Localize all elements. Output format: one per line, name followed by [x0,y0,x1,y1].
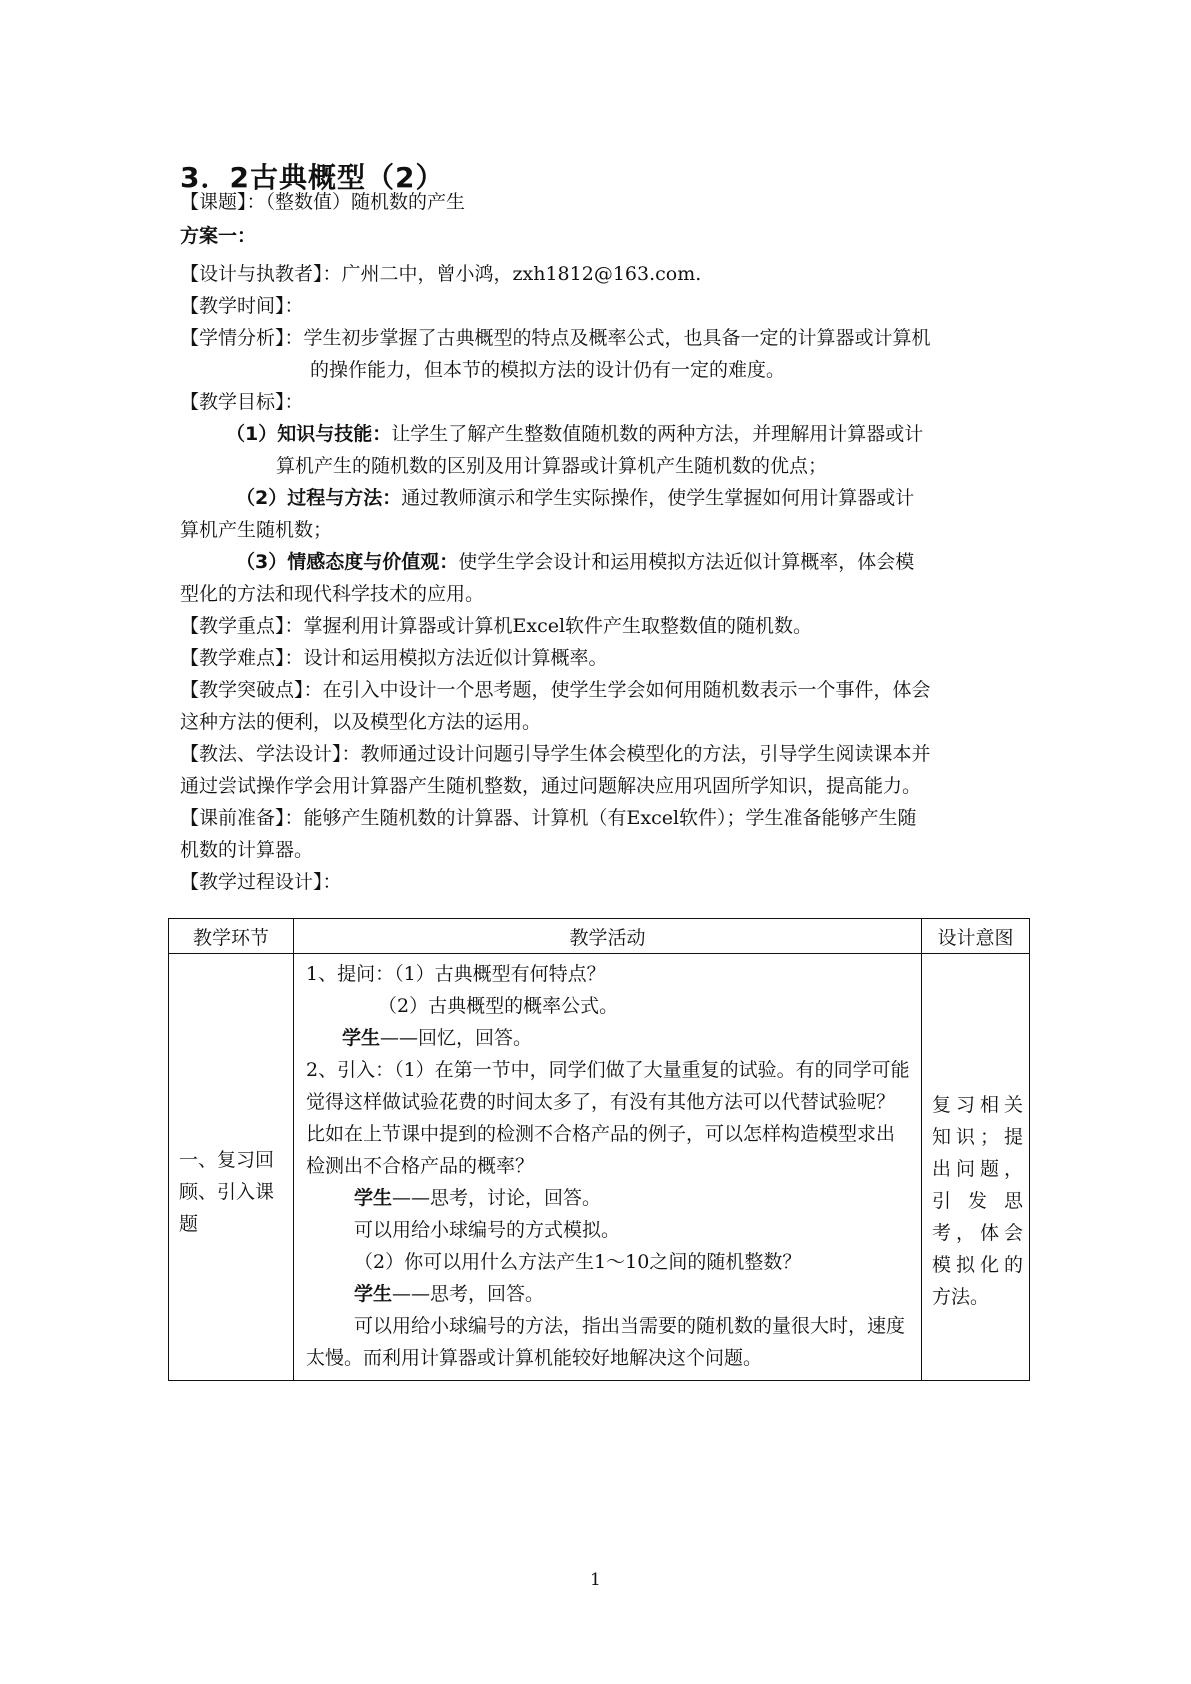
process-label: 【教学过程设计】： [180,871,342,893]
activity-line-7: （2）你可以用什么方法产生1～10之间的随机整数？ [354,1251,802,1273]
prep-line-1: 【课前准备】：能够产生随机数的计算器、计算机（有Excel软件）；学生准备能够产生随 [180,807,917,829]
key-point-line: 【教学重点】：掌握利用计算器或计算机Excel软件产生取整数值的随机数。 [180,615,813,637]
activity-line-9: 可以用给小球编号的方法，指出当需要的随机数的量很大时，速度太慢。而利用计算器或计算机能较好地解决这个问题。 [306,1315,906,1369]
intent-text: 复习相关知识；提出问题，引发思考，体会模拟化的方法。 [932,1094,1023,1308]
stage-text: 一、复习回顾、引入课题 [179,1149,275,1235]
analysis-line-1 [180,322,931,354]
designer-line: 【设计与执教者】：广州二中，曾小鸿，zxh1812@163.com. [180,263,702,285]
analysis-text-1: 学生初步掌握了古典概型的特点及概率公式，也具备一定的计算器或计算机 [303,327,931,349]
stage-cell [169,954,294,1381]
activity-cell [294,954,922,1381]
activity-line-3 [306,1022,911,1054]
activity-line-8 [306,1278,911,1310]
difficulty-line: 【教学难点】：设计和运用模拟方法近似计算概率。 [180,647,608,669]
goal-1-text-1: 让学生了解产生整数值随机数的两种方法，并理解用计算器或计 [391,423,924,445]
header-intent: 设计意图 [922,919,1030,954]
method-line-1: 【教法、学法设计】：教师通过设计问题引导学生体会模型化的方法，引导学生阅读课本并 [180,743,931,765]
time-line: 【教学时间】： [180,295,304,317]
goals-label: 【教学目标】： [180,391,304,413]
activity-line-2: （2）古典概型的概率公式。 [378,995,619,1017]
table-row [169,954,1030,1381]
goal-1-text-2: 算机产生的随机数的区别及用计算器或计算机产生随机数的优点； [276,455,828,477]
student-label: 学生 [354,1187,393,1209]
method-line-2: 通过尝试操作学会用计算器产生随机整数，通过问题解决应用巩固所学知识，提高能力。 [180,775,922,797]
goal-1-line-1 [226,418,923,450]
intent-cell [922,954,1030,1381]
goal-2-text-1: 通过教师演示和学生实际操作，使学生掌握如何用计算器或计 [401,487,915,509]
student-label: 学生 [342,1027,381,1049]
goal-2-text-2: 算机产生随机数； [180,519,333,541]
analysis-label: 【学情分析】： [180,327,304,349]
goal-2-head: （2）过程与方法： [236,487,402,509]
header-activity: 教学活动 [294,919,922,954]
breakthrough-line-1: 【教学突破点】：在引入中设计一个思考题，使学生学会如何用随机数表示一个事件，体会 [180,679,931,701]
activity-line-5-text: ——思考，讨论，回答。 [392,1187,602,1209]
activity-line-4: 2、引入：（1）在第一节中，同学们做了大量重复的试验。有的同学可能觉得这样做试验花费的时间太多了，有没有其他方法可以代替试验呢？比如在上节课中提到的检测不合格产品的例子，可以怎样构造模型求出检测出不合格产品的概率？ [306,1059,910,1177]
activity-line-8-text: ——思考，回答。 [392,1283,545,1305]
process-table [168,918,1030,1381]
activity-line-3-text: ——回忆，回答。 [380,1027,533,1049]
prep-line-2: 机数的计算器。 [180,839,314,861]
goal-2-line-1 [236,482,914,514]
goal-3-line-1 [236,546,914,578]
goal-3-head: （3）情感态度与价值观： [236,551,459,573]
goal-3-text-2: 型化的方法和现代科学技术的应用。 [180,583,485,605]
goal-3-text-1: 使学生学会设计和运用模拟方法近似计算概率，体会模 [458,551,915,573]
student-label: 学生 [354,1283,393,1305]
activity-line-6: 可以用给小球编号的方式模拟。 [354,1219,621,1241]
header-stage: 教学环节 [169,919,294,954]
breakthrough-line-2: 这种方法的便利，以及模型化方法的运用。 [180,711,542,733]
page-number: 1 [590,1570,601,1590]
table-header-row [169,919,1030,954]
analysis-text-2: 的操作能力，但本节的模拟方法的设计仍有一定的难度。 [310,359,786,381]
topic-line: 【课题】：（整数值）随机数的产生 [180,191,466,213]
goal-1-head: （1）知识与技能： [226,423,392,445]
scheme-label: 方案一： [180,225,257,247]
activity-line-1: 1、提问：（1）古典概型有何特点？ [306,963,606,985]
activity-line-5 [306,1182,911,1214]
page-title: 3．2古典概型（2） [180,161,445,194]
